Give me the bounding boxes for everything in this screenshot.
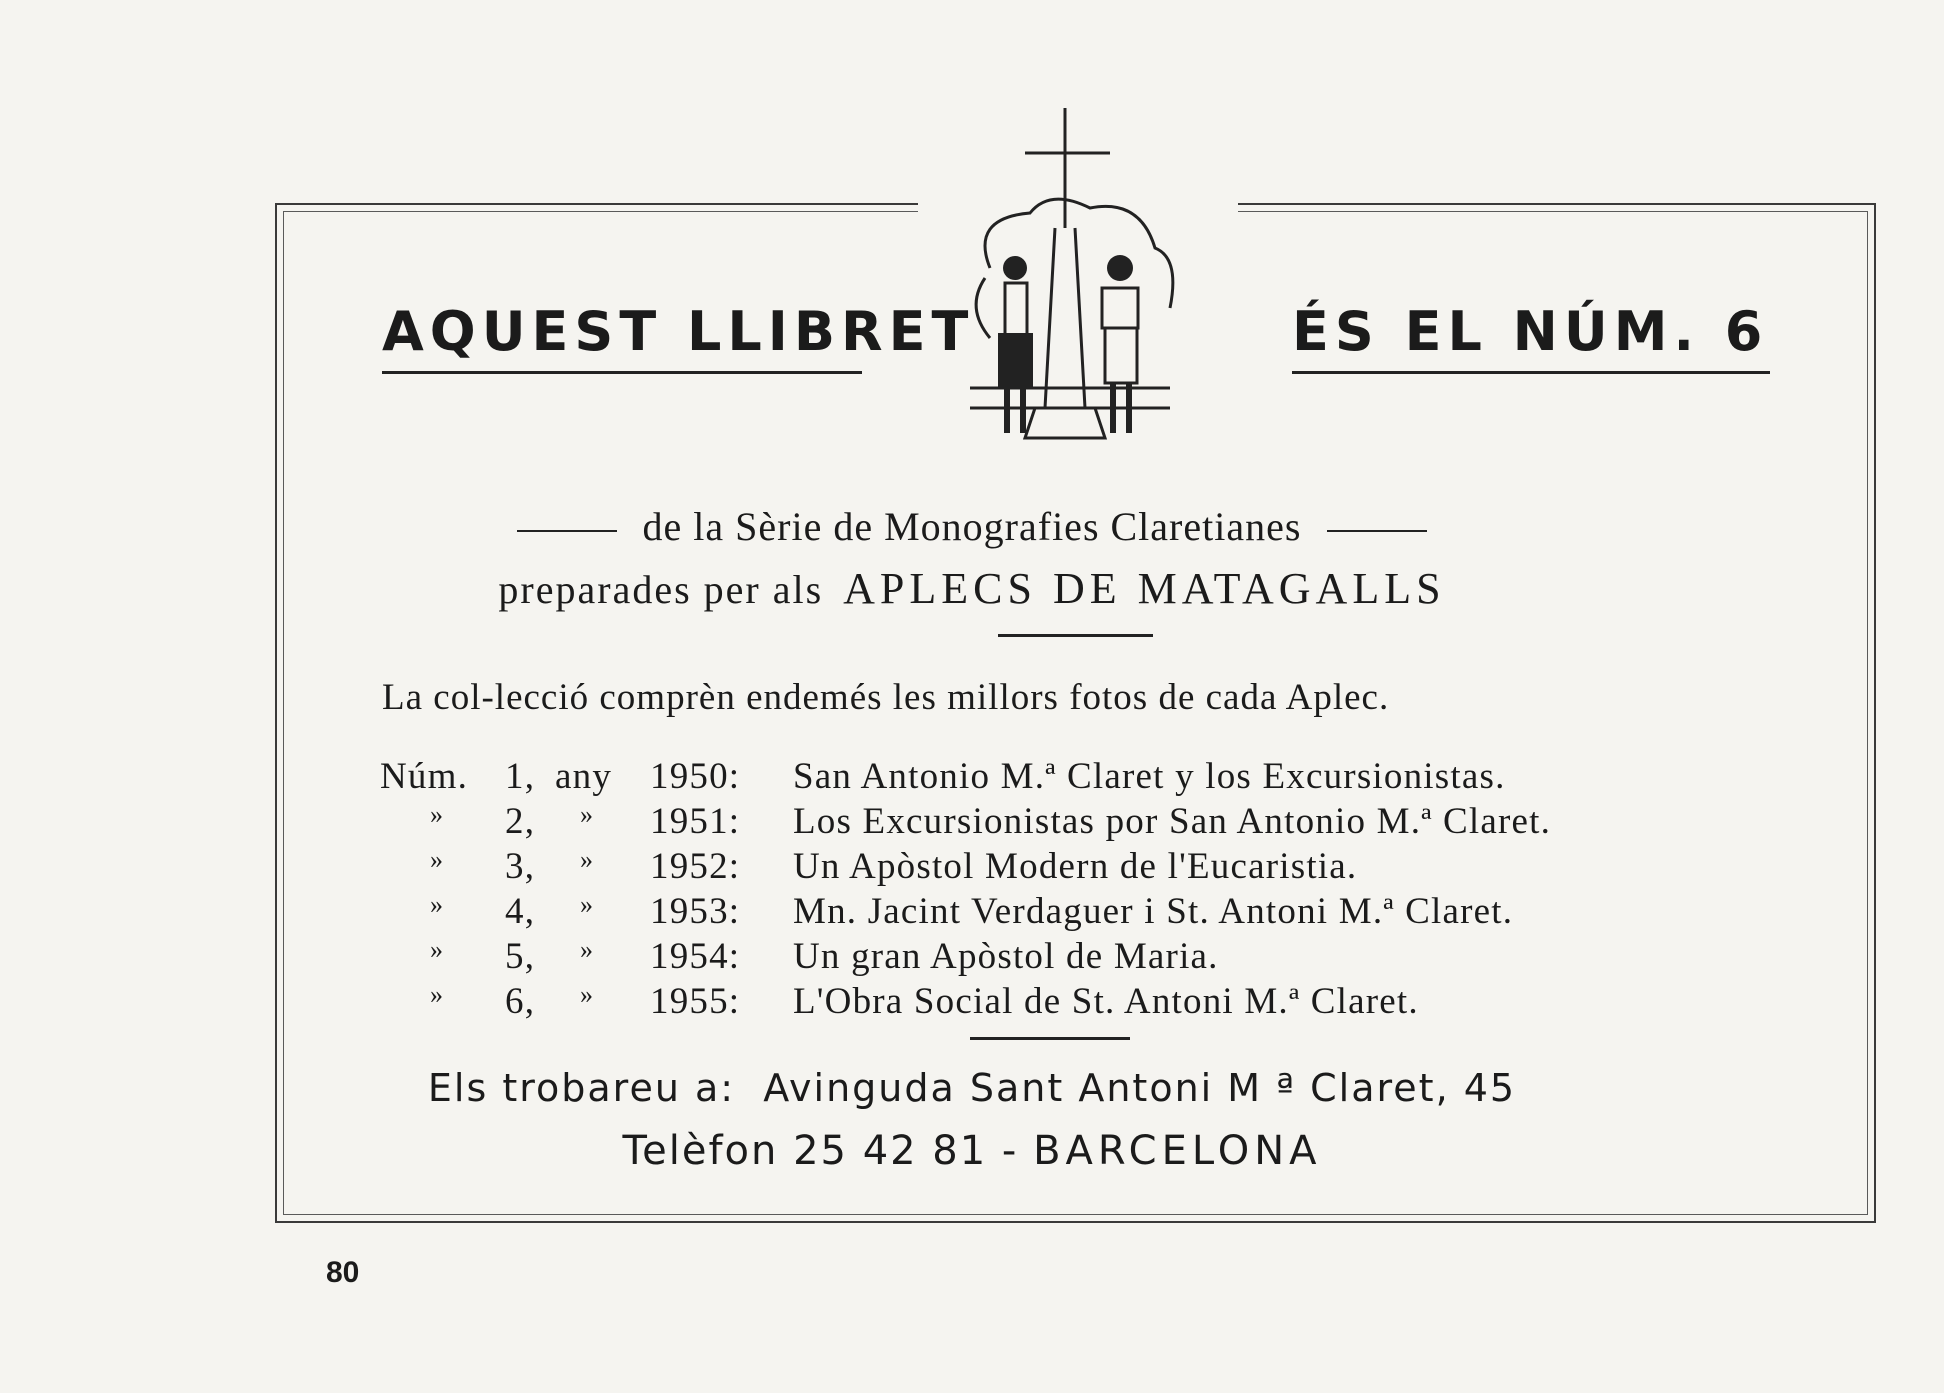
list-number: 1, xyxy=(505,756,536,797)
contact-phone: Telèfon 25 42 81 - xyxy=(622,1128,1019,1174)
list-title: Un Apòstol Modern de l'Eucaristia. xyxy=(793,846,1358,887)
ditto-mark: » xyxy=(430,845,445,874)
aplecs-title: APLECS DE MATAGALLS xyxy=(843,564,1446,613)
ditto-mark: » xyxy=(580,800,595,829)
collection-note: La col-lecció comprèn endemés les millors fotos de cada Aplec. xyxy=(382,677,1390,718)
list-number: 6, xyxy=(505,981,536,1022)
list-title: L'Obra Social de St. Antoni M.ª Claret. xyxy=(793,981,1419,1022)
ditto-mark: » xyxy=(580,980,595,1009)
right-dash xyxy=(1327,530,1427,532)
contact-address-line xyxy=(0,1066,1944,1110)
ditto-mark: » xyxy=(430,800,445,829)
list-number: 3, xyxy=(505,846,536,887)
prepared-text: preparades per als xyxy=(498,567,824,612)
list-title: San Antonio M.ª Claret y los Excursionistas. xyxy=(793,756,1506,797)
list-title: Mn. Jacint Verdaguer i St. Antoni M.ª Claret. xyxy=(793,891,1514,932)
ditto-mark: » xyxy=(430,980,445,1009)
list-year: 1950: xyxy=(650,756,741,797)
list-title: Los Excursionistas por San Antonio M.ª Claret. xyxy=(793,801,1552,842)
list-number: 4, xyxy=(505,891,536,932)
contact-city: BARCELONA xyxy=(1033,1128,1322,1174)
page-number: 80 xyxy=(326,1256,360,1289)
divider-rule xyxy=(998,634,1153,637)
list-year: 1951: xyxy=(650,801,741,842)
ditto-mark: » xyxy=(580,890,595,919)
contact-address: Avinguda Sant Antoni M ª Claret, 45 xyxy=(763,1066,1517,1110)
series-text: de la Sèrie de Monografies Claretianes xyxy=(642,504,1302,549)
contact-phone-line xyxy=(0,1128,1944,1174)
cross-monument-illustration xyxy=(930,108,1210,478)
ditto-mark: » xyxy=(430,890,445,919)
left-dash xyxy=(517,530,617,532)
ditto-mark: » xyxy=(430,935,445,964)
list-year: 1952: xyxy=(650,846,741,887)
divider-rule xyxy=(970,1037,1130,1040)
ditto-mark: » xyxy=(580,935,595,964)
contact-label: Els trobareu a: xyxy=(427,1066,736,1110)
list-year: 1955: xyxy=(650,981,741,1022)
list-title: Un gran Apòstol de Maria. xyxy=(793,936,1219,977)
prepared-line xyxy=(0,563,1944,614)
ditto-mark: » xyxy=(580,845,595,874)
list-num-label: Núm. xyxy=(380,756,469,797)
list-number: 2, xyxy=(505,801,536,842)
series-line xyxy=(0,503,1944,550)
list-any-label: any xyxy=(555,756,613,797)
list-year: 1953: xyxy=(650,891,741,932)
list-number: 5, xyxy=(505,936,536,977)
headline-left: AQUEST LLIBRET xyxy=(382,300,862,374)
headline-right: ÉS EL NÚM. 6 xyxy=(1292,300,1770,374)
list-year: 1954: xyxy=(650,936,741,977)
